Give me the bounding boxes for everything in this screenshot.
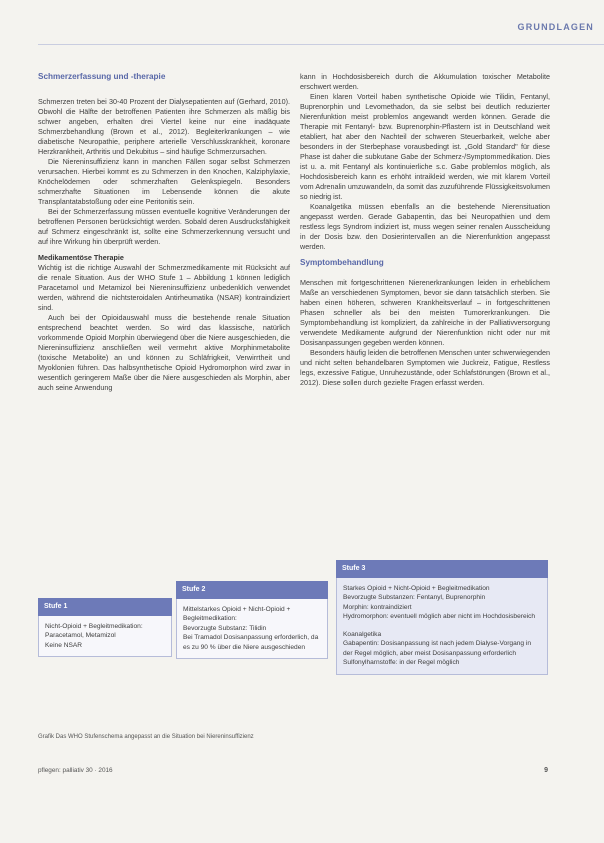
figure-caption: Grafik Das WHO Stufenschema angepasst an die Situation bei Niereninsuffizienz: [38, 734, 254, 740]
paragraph: Menschen mit fortgeschrittenen Nierenerkrankungen leiden in erheblichem Maße an verschiedenen Symptomen, bevor sie dann tatsächlich sterben. Sie haben einen höheren, schweren Krankheitsverlauf – in fortgeschrittenen Phasen schneller als bei den meisten Tumorerkrankungen. Die Symptombehandlung ist kompliziert, da zahlreiche in der Palliativversorgung verwendete Medikamente aufgrund der Nierenfunktion nicht oder nur mit Dosisanpassungen gegeben werden können.: [300, 278, 550, 347]
stage-3-line: Starkes Opioid + Nicht-Opioid + Begleitmedikation: [343, 584, 490, 592]
stage-2-title: Stufe 2: [176, 581, 328, 599]
page-header: [0, 0, 604, 48]
subheading-medication: Medikamentöse Therapie: [38, 253, 124, 262]
stage-1-line: Paracetamol, Metamizol: [45, 632, 116, 639]
stage-3-box: [336, 560, 548, 675]
paragraph: Bei der Schmerzerfassung müssen eventuelle kognitive Veränderungen der betroffenen Personen berücksichtigt werden. Sobald deren Ausdrucksfähigkeit auf Schmerz eingeschränkt ist, sollte eine Schmerzerkennung versucht und auf ihre Wirkung hin überprüft werden.: [38, 207, 290, 246]
stage-3-body: [336, 578, 548, 675]
section-heading-pain: Schmerzerfassung und -therapie: [38, 72, 166, 81]
stage-2-box: [176, 581, 328, 659]
paragraph: Einen klaren Vorteil haben synthetische Opioide wie Tilidin, Fentanyl, Buprenorphin und Levomethadon, da sie selbst bei deutlich reduzierter Nierenfunktion meist problemlos angewandt werden können. Gerade die Therapie mit Fentanyl- bzw. Buprenorphin-Pflastern ist in Deutschland weit etabliert, hat aber den Nachteil der schweren Steuerbarkeit, welche aber besonders in der Sterbephase vorausbedingt ist. „Gold Standard" für diese Phase ist daher die subkutane Gabe der Schmerz-/Symptommedikation. Dies ist u. a. mit Fentanyl als kontinuierliche s.c. Gabe problemlos möglich, als Hochdosisbereich kann es erhöht intraikleid werden, wie mit klarem Vorteil vom Adrenalin umzuwandeln, da somit das zuzuführende Flüssigkeitsvolumen so niedrig ist.: [300, 92, 550, 201]
stage-1-line: Nicht-Opioid + Begleitmedikation:: [45, 622, 143, 630]
right-column: [300, 72, 550, 388]
journal-footer: pflegen: palliativ 30 · 2016: [38, 767, 113, 774]
section-label: GRUNDLAGEN: [517, 22, 594, 32]
stage-3-line: Hydromorphon: eventuell möglich aber nicht im Hochdosisbereich: [343, 613, 536, 620]
paragraph: Schmerzen treten bei 30-40 Prozent der Dialysepatienten auf (Gerhard, 2010). Obwohl die Hälfte der betroffenen Patienten ihre Schmerzen als mäßig bis schwer angeben, erhalten drei Viertel keine nur eine inadäquate Schmerzbehandlung (Brown et al., 2012). Begleiterkrankungen – wie diabetische Neuropathie, periphere arterielle Verschlusskrankheit, koronare Herzkrankheit, Arthritis und Dekubitus – sind häufige Schmerzursachen.: [38, 97, 290, 156]
stage-1-title: Stufe 1: [38, 598, 172, 616]
page-number: 9: [544, 767, 548, 774]
stage-1-body: [38, 616, 172, 658]
paragraph: Koanalgetika müssen ebenfalls an die bestehende Nierensituation angepasst werden. Gerade Gabapentin, das bei Neuropathien und dem restless legs Syndrom indiziert ist, muss wegen seiner renalen Ausscheidung in der Dosis bzw. den Dosierintervallen an die Nierenfunktion angepasst werden.: [300, 202, 550, 251]
stage-2-line: Bevorzugte Substanz: Tilidin: [183, 624, 267, 632]
stage-2-line: Mittelstarkes Opioid + Nicht-Opioid + Begleitmedikation:: [183, 605, 291, 622]
left-column: [38, 72, 290, 393]
stage-2-line: Bei Tramadol Dosisanpassung erforderlich, da es zu 90 % über die Niere ausgeschieden: [183, 634, 319, 651]
paragraph: Die Niereninsuffizienz kann in manchen Fällen sogar selbst Schmerzen verursachen. Hierbei kommt es zu Schmerzen in den Knochen, Kalziphylaxie, Knöchelödemen oder schmerzhaften Gelenkspiegeln. Besonders schmerzhafte Situationen im Lebensende können die akute Transplantatabstoßung oder eine Peritonitis sein.: [38, 157, 290, 206]
stage-2-body: [176, 599, 328, 660]
stage-3-subline: Gabapentin: Dosisanpassung ist nach jedem Dialyse-Vorgang in der Regel möglich, aber meist Dosisanpassung erforderlich: [343, 640, 532, 657]
stage-3-line: Morphin: kontraindiziert: [343, 603, 412, 611]
paragraph: kann in Hochdosisbereich durch die Akkumulation toxischer Metabolite erschwert werden.: [300, 72, 550, 91]
stage-1-box: [38, 598, 172, 657]
stage-3-subline: Sulfonylharnstoffe: in der Regel möglich: [343, 659, 460, 666]
stage-1-line: Keine NSAR: [45, 641, 83, 649]
paragraph: Auch bei der Opioidauswahl muss die bestehende renale Situation entsprechend beachtet werden. So wird das klassische, natürlich vorkommende Opioid Morphin überwiegend über die Niere ausgeschieden, die Niereninsuffizienz anschließen weil vermehrt aktive Morphinmetabolite (toxische Metabolite) an und können zu Schläfrigkeit, Verwirrtheit und Myoklonien führen. Das halbsynthetische Opioid Hydromorphon wird zwar in wesentlich geringerem Maße über die Niere ausgeschieden als Morphin, aber auch seine Anwendung: [38, 313, 290, 392]
section-heading-symptoms: Symptombehandlung: [300, 258, 384, 267]
stage-3-line: Bevorzugte Substanzen: Fentanyl, Buprenorphin: [343, 594, 486, 601]
header-divider: [38, 44, 604, 45]
stage-3-subtitle: Koanalgetika: [343, 630, 382, 638]
paragraph: Besonders häufig leiden die betroffenen Menschen unter schwerwiegenden und nicht selten behandelbaren Symptomen wie Juckreiz, Fatigue, Restless legs, exzessive Fatigue, Unruhezustände, oder Schlafstörungen (Brown et al., 2012). Diese sollen durch gezielte Fragen erfasst werden.: [300, 348, 551, 387]
paragraph: Wichtig ist die richtige Auswahl der Schmerzmedikamente mit Rücksicht auf die renale Situation. Aus der WHO Stufe 1 – Abbildung 1 können lediglich Paracetamol und Metamizol bei Niereninsuffizienz unbedenklich verwendet werden, während die nichtsteroidalen Antirheumatika (NSAR) kontraindiziert sind.: [38, 263, 290, 312]
stage-3-title: Stufe 3: [336, 560, 548, 578]
